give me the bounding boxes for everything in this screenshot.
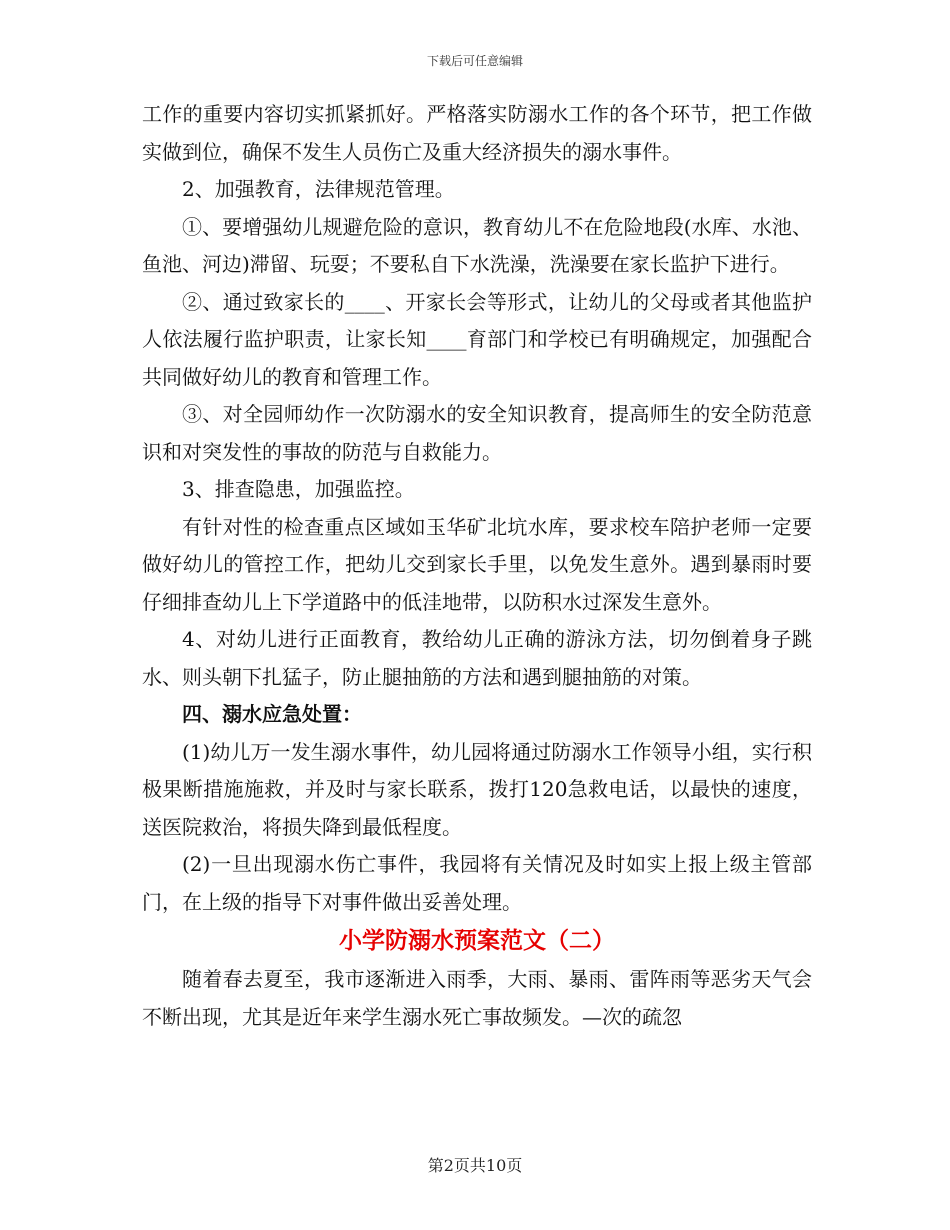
paragraph-item-3: ③、对全园师幼作一次防溺水的安全知识教育，提高师生的安全防范意识和对突发性的事故的防范与自救能力。 — [142, 402, 812, 464]
section-heading-3: 3、排查隐患，加强监控。 — [182, 477, 415, 501]
paragraph-continuation: 工作的重要内容切实抓紧抓好。严格落实防溺水工作的各个环节，把工作做实做到位，确保不发生人员伤亡及重大经济损失的溺水事件。 — [142, 102, 812, 164]
section-heading-2: 2、加强教育，法律规范管理。 — [182, 177, 455, 201]
section-heading-4: 4、对幼儿进行正面教育，教给幼儿正确的游泳方法，切勿倒着身子跳水、则头朝下扎猛子，防止腿抽筋的方法和遇到腿抽筋的对策。 — [142, 627, 812, 689]
paragraph-emergency-2: (2)一旦出现溺水伤亡事件，我园将有关情况及时如实上报上级主管部门，在上级的指导下对事件做出妥善处理。 — [142, 852, 812, 914]
paragraph-emergency-1: (1)幼儿万一发生溺水事件，幼儿园将通过防溺水工作领导小组，实行积极果断措施施救，并及时与家长联系，拨打120急救电话，以最快的速度，送医院救治，将损失降到最低程度。 — [142, 739, 812, 839]
paragraph-item-1: ①、要增强幼儿规避危险的意识，教育幼儿不在危险地段(水库、水池、鱼池、河边)滞留、玩耍；不要私自下水洗澡，洗澡要在家长监护下进行。 — [142, 214, 812, 276]
document-title: 小学防溺水预案范文（二） — [339, 927, 615, 954]
paragraph-intro: 随着春去夏至，我市逐渐进入雨季，大雨、暴雨、雷阵雨等恶劣天气会不断出现，尤其是近年来学生溺水死亡事故频发。—次的疏忽 — [142, 967, 812, 1029]
paragraph-item-2: ②、通过致家长的____、开家长会等形式，让幼儿的父母或者其他监护人依法履行监护职责，让家长知____育部门和学校已有明确规定，加强配合共同做好幼儿的教育和管理工作。 — [142, 289, 812, 389]
section-heading-emergency: 四、溺水应急处置： — [182, 702, 362, 726]
document-body — [142, 96, 812, 1036]
page-header: 下载后可任意编辑 — [426, 54, 523, 68]
page-footer: 第2页共10页 — [427, 1156, 523, 1175]
paragraph-inspection: 有针对性的检查重点区域如玉华矿北坑水库，要求校车陪护老师一定要做好幼儿的管控工作，把幼儿交到家长手里，以免发生意外。遇到暴雨时要仔细排查幼儿上下学道路中的低洼地带，以防积水过深发生意外。 — [142, 514, 812, 614]
